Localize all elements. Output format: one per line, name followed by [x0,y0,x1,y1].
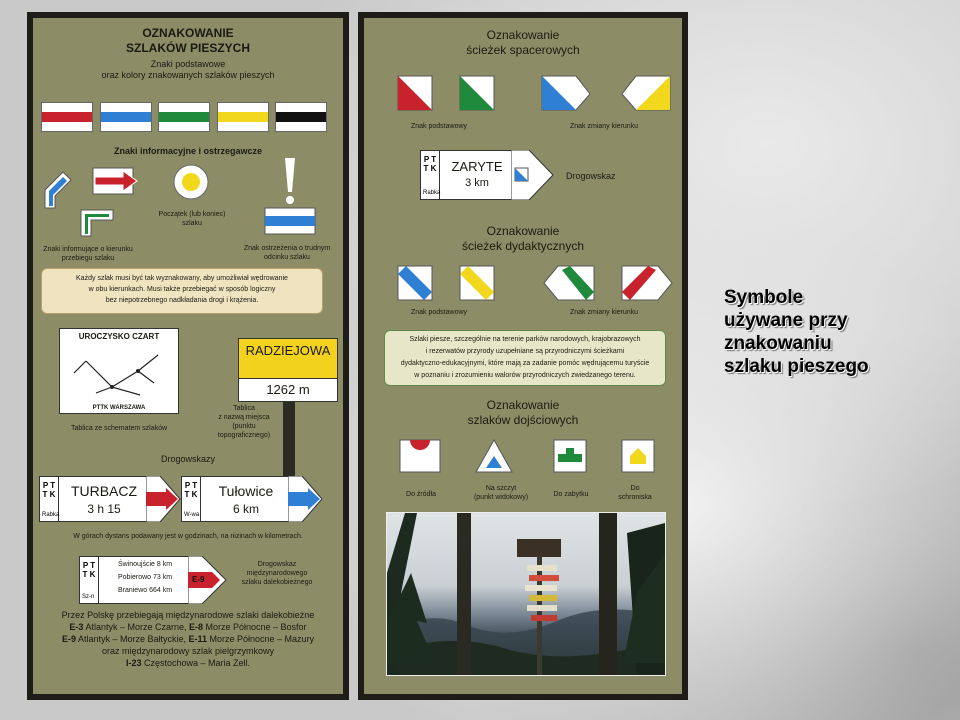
walk-basic-caption: Znak podstawowy [410,123,468,130]
intl-caption-3: szlaku dalekobieżnego [241,579,313,586]
signpost-pttk-label: P T T K [182,477,201,521]
slide-caption [724,286,944,378]
walk-title-1: Oznakowanie [486,28,560,42]
intl-caption-2: międzynarodowego [246,570,308,577]
long-distance-intro: Przez Polskę przebiegają międzynarodowe szlaki dalekobieżne [61,610,315,620]
map-board-title: UROCZYSKO CZART [78,332,160,341]
warning-caption-2: odcinku szlaku [264,254,310,261]
caption-line-1: Symbole [724,287,804,308]
place-name-board [238,338,338,382]
signpost-blue-arrow-icon [288,476,324,522]
edu-note-line-4: w poznaniu i zrozumieniu walorów przyrodniczych zwiedzanego terenu. [414,372,636,379]
signpost-distance: 6 km [232,502,259,516]
yellow-trail-sign [217,102,269,132]
marking-rules-note [41,268,323,314]
signpost-pttk-label: P T T K [421,151,440,199]
edu-note-line-1: Szlaki piesze, szczególnie na terenie parków narodowych, krajobrazowych [409,336,641,343]
access-title-2: szlaków dojściowych [467,413,579,427]
signpost-time: 3 h 15 [87,502,121,516]
trail-desc-i23: Częstochowa – Maria Zell. [141,658,251,668]
intl-trail-code: E-9 [192,575,205,584]
caption-line-2: używane przy [724,310,848,331]
note-line-2: w obu kierunkach. Musi także przebiegać w sposób logiczny [88,286,276,293]
signpost-photo [386,512,666,676]
long-distance-line-4: oraz międzynarodowy szlak pielgrzymkowy [101,646,275,656]
trail-scheme-icon [66,343,172,399]
trail-colors-subtitle: oraz kolory znakowanych szlaków pieszych [101,70,275,80]
blue-trail-sign [100,102,152,132]
signposts-heading: Drogowskazy [160,454,216,464]
trail-code-e8: E-8 [188,622,203,632]
signpost-destination: Tułowice [218,483,274,499]
signpost-origin: Rabka [42,512,60,518]
walk-turn-caption: Znak zmiany kierunku [569,123,639,130]
trail-code-e3: E-3 [69,622,84,632]
long-distance-line-2 [33,622,343,633]
intl-destination-3: Braniewo 664 km [117,587,173,594]
edu-signs-icon [390,264,680,304]
direction-signs-caption-2: przebiegu szlaku [61,255,115,262]
trail-start-icon [171,162,211,202]
signpost-tulowice [181,476,291,522]
edu-title-2: ścieżek dydaktycznych [461,239,585,253]
left-title-line1: OZNAKOWANIE [142,26,234,40]
trail-map-board [59,328,179,414]
black-trail-sign [275,102,327,132]
walk-signpost [420,150,514,200]
edu-basic-caption: Znak podstawowy [410,309,468,316]
signpost-red-arrow-icon [146,476,182,522]
signpost-pttk-label: P T T K [40,477,59,521]
caption-line-3: znakowaniu [724,333,832,354]
international-signpost [79,556,191,604]
walk-title-2: ścieżek spacerowych [466,43,580,57]
map-board-footer: PTTK WARSZAWA [92,405,146,411]
trail-desc-e9: Atlantyk – Morze Bałtyckie, [75,634,189,644]
walk-signs-icon [390,74,680,114]
forest-signpost-photo-icon [387,513,665,675]
access-monument-caption: Do zabytku [553,491,589,498]
signpost-destination: TURBACZ [70,483,138,499]
trail-marking-panel-right [358,12,688,700]
map-board-caption: Tablica ze schematem szlaków [70,425,168,432]
distance-note: W górach dystans podawany jest w godzinach, na nizinach w kilometrach. [73,533,303,540]
direction-signs-icon [41,158,151,238]
place-altitude: 1262 m [266,382,310,397]
green-trail-sign [158,102,210,132]
walk-signpost-destination: ZARYTE [451,159,503,174]
access-signs-icon [394,438,664,478]
note-line-3: bez niepotrzebnego nadkładania drogi i krążenia. [105,297,259,304]
intl-destination-2: Pobierowo 73 km [117,574,173,581]
basic-signs-subtitle: Znaki podstawowe [150,59,226,69]
walk-signpost-arrow-icon [511,150,555,200]
walk-signpost-caption: Drogowskaz [566,171,616,181]
edu-title-1: Oznakowanie [486,224,560,238]
right-panel-content [364,18,682,694]
place-caption-2: z nazwą miejsca [218,414,270,421]
trail-desc-e8: Morze Północne – Bosfor [203,622,307,632]
place-caption-3: (punktu [232,423,256,430]
access-shelter-caption-1: Do [630,485,640,492]
signpost-turbacz [39,476,149,522]
caption-line-4: szlaku pieszego [724,356,869,377]
place-caption-4: topograficznego) [217,432,271,439]
trail-start-caption-1: Początek (lub koniec) [158,211,226,218]
walk-signpost-distance: 3 km [465,177,489,189]
trail-start-caption-2: szlaku [182,220,202,227]
trail-desc-e11: Morze Północne – Mazury [207,634,315,644]
place-name: RADZIEJOWA [245,343,331,358]
access-spring-caption: Do źródła [406,491,436,498]
left-panel-content [33,18,343,694]
warning-sign-icon [263,156,317,240]
access-shelter-caption-2: schroniska [618,494,652,501]
place-caption-1: Tablica [233,405,255,412]
edu-note-line-2: i rezerwatów przyrody uzupełniane są przyrodniczymi ścieżkami [425,348,625,355]
trail-code-e11: E-11 [188,634,208,644]
signpost-origin: W-wa [184,512,200,518]
info-signs-heading: Znaki informacyjne i ostrzegawcze [113,146,263,156]
access-peak-caption-2: (punkt widokowy) [473,494,529,501]
left-title-line2: SZLAKÓW PIESZYCH [125,41,250,55]
signpost-pttk-label: P T T K [80,557,99,603]
edu-paths-note [384,330,666,386]
intl-destination-1: Świnoujście 8 km [117,561,173,568]
long-distance-line-5 [33,658,343,669]
trail-code-i23: I-23 [125,658,142,668]
trail-desc-e3: Atlantyk – Morze Czarne, [83,622,189,632]
edu-note-line-3: dydaktyczno-edukacyjnymi, które mają za zadanie pomóc wędrującemu turyście [400,360,650,367]
edu-turn-caption: Znak zmiany kierunku [569,309,639,316]
intl-caption-1: Drogowskaz [257,561,297,568]
warning-caption-1: Znak ostrzeżenia o trudnym [243,245,331,252]
access-title-1: Oznakowanie [486,398,560,412]
trail-marking-panel-left [27,12,349,700]
note-line-1: Każdy szlak musi być tak wyznakowany, aby umożliwiał wędrowanie [76,275,288,282]
intl-origin: Sz-n [82,594,95,600]
red-trail-sign [41,102,93,132]
long-distance-line-3 [33,634,343,645]
trail-code-e9: E-9 [61,634,76,644]
access-peak-caption-1: Na szczyt [485,485,517,492]
walk-signpost-origin: Rabka [423,190,441,196]
direction-signs-caption-1: Znaki informujące o kierunku [43,246,133,253]
place-altitude-board [238,378,338,402]
